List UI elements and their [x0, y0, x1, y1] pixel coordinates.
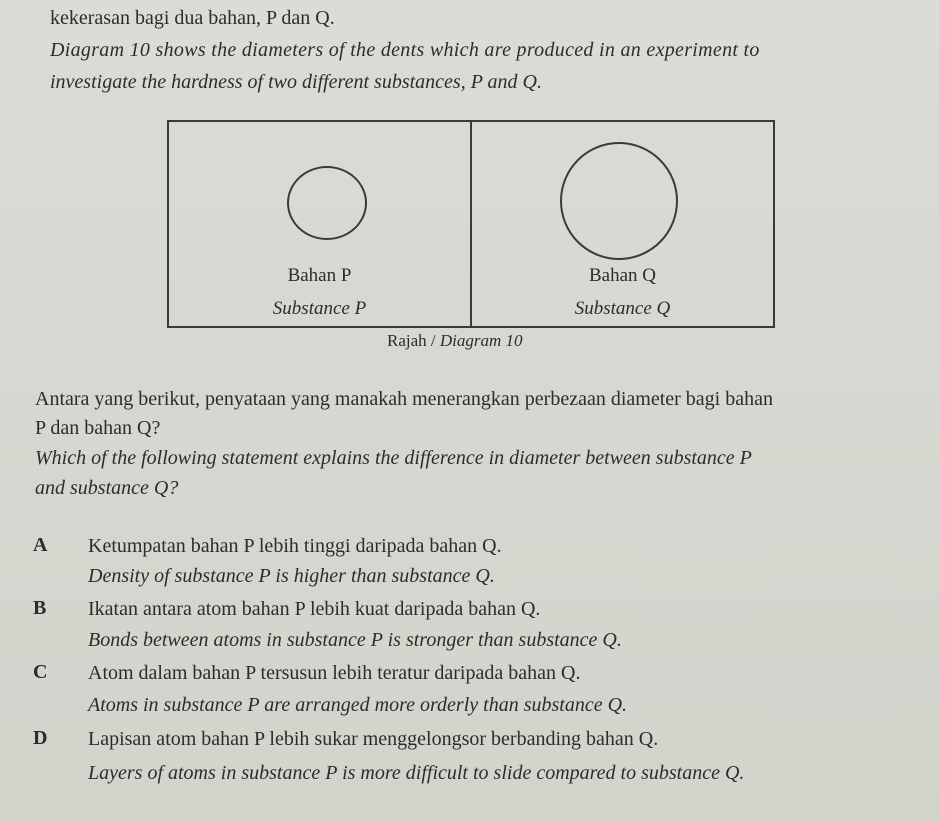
header-line-3: investigate the hardness of two different substances, P and Q.	[50, 71, 542, 93]
option-b-en[interactable]: Bonds between atoms in substance P is stronger than substance Q.	[88, 629, 622, 651]
caption-ms: Rajah /	[387, 331, 440, 350]
caption-en: Diagram 10	[439, 331, 523, 350]
option-d-letter[interactable]: D	[33, 727, 48, 749]
figure-caption	[387, 331, 523, 351]
option-d-ms[interactable]: Lapisan atom bahan P lebih sukar menggelongsor berbanding bahan Q.	[88, 728, 659, 750]
label-bahan-p: Bahan P	[287, 265, 352, 286]
diagram-10	[167, 120, 775, 328]
dent-circle-p	[287, 166, 367, 240]
question-ms-line-1: Antara yang berikut, penyataan yang manakah menerangkan perbezaan diameter bagi bahan	[35, 388, 773, 410]
option-a-en[interactable]: Density of substance P is higher than substance Q.	[88, 565, 495, 587]
option-c-en[interactable]: Atoms in substance P are arranged more orderly than substance Q.	[88, 694, 628, 716]
label-bahan-q: Bahan Q	[588, 265, 656, 286]
panel-substance-p	[169, 122, 470, 326]
question-ms-line-2: P dan bahan Q?	[35, 417, 161, 439]
option-a-ms[interactable]: Ketumpatan bahan P lebih tinggi daripada bahan Q.	[88, 535, 502, 557]
option-c-ms[interactable]: Atom dalam bahan P tersusun lebih teratur daripada bahan Q.	[88, 662, 581, 684]
panel-substance-q	[470, 122, 773, 326]
question-en-line-2: and substance Q?	[35, 477, 179, 499]
question-en-line-1: Which of the following statement explains the difference in diameter between substance P	[35, 447, 752, 469]
label-substance-q: Substance Q	[574, 298, 671, 319]
option-b-letter[interactable]: B	[33, 597, 47, 619]
dent-circle-q	[560, 142, 678, 260]
header-line-2: Diagram 10 shows the diameters of the dents which are produced in an experiment to	[50, 39, 760, 61]
header-line-1: kekerasan bagi dua bahan, P dan Q.	[50, 7, 335, 29]
label-substance-p: Substance P	[272, 298, 367, 319]
option-c-letter[interactable]: C	[33, 661, 48, 683]
option-b-ms[interactable]: Ikatan antara atom bahan P lebih kuat daripada bahan Q.	[88, 598, 541, 620]
option-d-en[interactable]: Layers of atoms in substance P is more difficult to slide compared to substance Q.	[88, 762, 745, 784]
option-a-letter[interactable]: A	[33, 534, 48, 556]
